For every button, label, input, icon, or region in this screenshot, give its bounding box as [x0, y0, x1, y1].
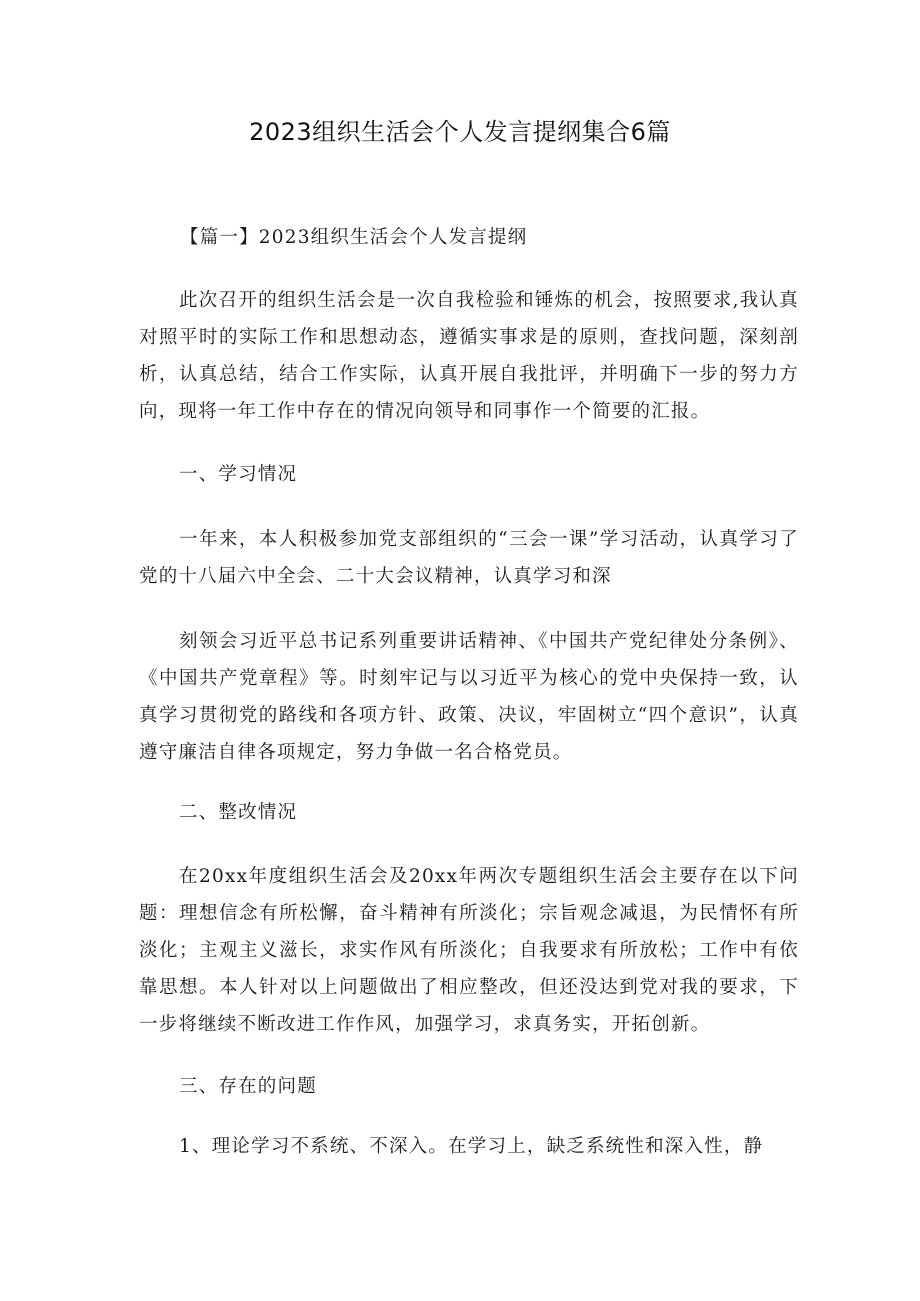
document-title: 2023组织生活会个人发言提纲集合6篇 — [249, 118, 671, 146]
paragraph-study-1: 一年来，本人积极参加党支部组织的“三会一课”学习活动，认真学习了党的十八届六中全会、二十大会议精神，认真学习和深 — [139, 529, 799, 587]
section-header: 【篇一】2023组织生活会个人发言提纲 — [180, 227, 528, 248]
heading-study: 一、学习情况 — [179, 464, 298, 485]
paragraph-problem-1: 1、理论学习不系统、不深入。在学习上，缺乏系统性和深入性，静 — [179, 1136, 764, 1157]
paragraph-study-2: 刻领会习近平总书记系列重要讲话精神、《中国共产党纪律处分条例》、《中国共产党章程》等。时刻牢记与以习近平为核心的党中央保持一致，认真学习贯彻党的路线和各项方针、政策、决议，牢固树立“四个意识”，认真遵守廉洁自律各项规定，努力争做一名合格党员。 — [139, 631, 799, 763]
heading-problems: 三、存在的问题 — [179, 1076, 317, 1097]
paragraph-rectify: 在20xx年度组织生活会及20xx年两次专题组织生活会主要存在以下问题：理想信念有所松懈，奋斗精神有所淡化；宗旨观念减退，为民情怀有所淡化；主观主义滋长，求实作风有所淡化；自我要求有所放松；工作中有依靠思想。本人针对以上问题做出了相应整改，但还没达到党对我的要求，下一步将继续不断改进工作作风，加强学习，求真务实，开拓创新。 — [139, 866, 799, 1035]
paragraph-intro: 此次召开的组织生活会是一次自我检验和锤炼的机会，按照要求,我认真对照平时的实际工作和思想动态，遵循实事求是的原则，查找问题，深刻剖析，认真总结，结合工作实际，认真开展自我批评，并明确下一步的努力方向，现将一年工作中存在的情况向领导和同事作一个简要的汇报。 — [139, 290, 799, 422]
heading-rectify: 二、整改情况 — [179, 802, 298, 823]
